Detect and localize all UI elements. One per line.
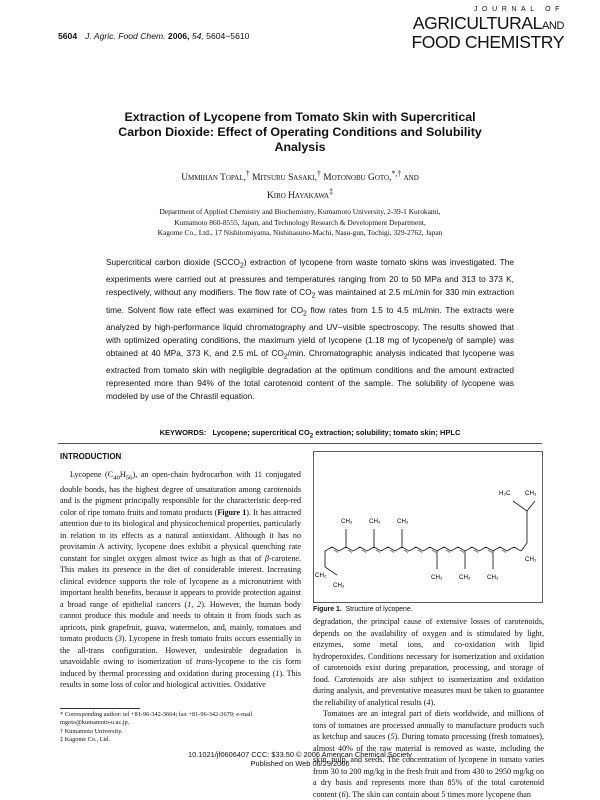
methyl-label: H₃C [499, 490, 511, 497]
right-paragraph-1 [313, 616, 544, 708]
journal-logo-line2 [384, 15, 564, 33]
intro-paragraph [60, 469, 301, 691]
subscript: 2 [240, 262, 244, 270]
methylene-label: CH₂ [525, 556, 537, 563]
methyl-label: CH₃ [487, 574, 499, 581]
journal-logo-line3: FOOD CHEMISTRY [411, 31, 564, 52]
figure-frame [314, 452, 543, 603]
author-name: Ummihan Topal, [181, 173, 246, 184]
subscript: 2 [303, 310, 307, 318]
journal-abbrev: J. Agric. Food Chem. [85, 31, 166, 41]
lycopene-structure-figure [313, 451, 543, 603]
abstract [106, 256, 514, 403]
methyl-label: CH₃ [397, 518, 409, 525]
title-line: Analysis [274, 140, 326, 154]
methyl-label: CH₃ [459, 574, 471, 581]
body-text: Tomatoes are an integral part of diets worldwide, and millions of tons of tomatoes are processed annually to manufacture products such as ketchup and sauces ( [313, 709, 544, 741]
publication-date: Published on Web 06/29/2006 [250, 759, 350, 768]
citation-link[interactable]: 3 [117, 634, 122, 644]
intro-text: -lycopene to the cis form induced by thermal processing and oxidation during processing ( [60, 657, 301, 678]
citation-link[interactable]: 6 [341, 789, 346, 799]
footnote-divider [60, 708, 140, 709]
title-line: Carbon Dioxide: Effect of Operating Conditions and Solubility [118, 125, 482, 139]
beta-symbol: β [264, 553, 269, 563]
intro-text: ). This results in some loss of color and biological activities. Oxidative [60, 668, 301, 690]
keywords [110, 428, 510, 440]
abstract-text: was maintained at 2.5 mL/min for 330 min extraction time. Solvent flow rate effect was examined for CO [106, 287, 514, 315]
affiliation-line: Kagome Co., Ltd., 17 Nishitomiyama, Nishinasuno-Machi, Nasu-gun, Tochigi, 329-2762, Japan [157, 228, 443, 238]
footnote-affil-1: † Kumamoto University. [60, 727, 123, 735]
doi-line: 10.1021/jf0606407 CCC: $33.50 © 2006 American Chemical Society [187, 750, 412, 759]
figure-ref-link[interactable]: Figure 1 [217, 507, 247, 517]
author-mark: † [317, 169, 321, 178]
citation-link[interactable]: 1 [275, 668, 280, 678]
journal-logo-and: AND [541, 20, 564, 32]
body-text: ). [430, 697, 436, 707]
body-text: degradation, the principal cause of extensive losses of carotenoids, depends on the availability of oxygen and is stimulated by light, enzymes, some metal ions, and co-oxidation with lipid hydroperoxides. Conditions necessary for isomerization and oxidation of carotenoids exist during preparation, processing, and storage of food. Carotenoids are also subject to isomerization and oxidation during analysis, and preventative measures must be taken to guarantee the reliability of analytical results ( [313, 617, 544, 707]
authors-line2 [100, 185, 500, 203]
methyl-label: CH₃ [431, 574, 443, 581]
intro-text: ). However, the human body cannot produce this module and needs to obtain it from foods such as apricots, pink grapefruit, guava, watermelon, and, mainly, tomatoes and tomato products ( [60, 599, 301, 644]
intro-text: H [119, 469, 126, 479]
journal-year: 2006, [167, 31, 190, 41]
affiliation [120, 207, 480, 239]
author-name: Motonobu Goto, [323, 173, 392, 184]
author-mark: ‡ [329, 187, 334, 197]
citation-link[interactable]: 5 [390, 732, 395, 741]
intro-text: ). Lycopene in fresh tomato fruits occurs essentially in the all-trans configuration. However, undesirable degradation is unavoidable owing to isomerization of [60, 634, 301, 667]
body-text: ). The skin can contain about 5 times more lycopene than [345, 789, 531, 799]
intro-heading: INTRODUCTION [60, 452, 122, 461]
running-header [58, 31, 249, 41]
subscript: 40 [113, 474, 120, 482]
subscript: 2 [309, 432, 314, 440]
figure-caption-text: Structure of lycopene. [345, 606, 413, 613]
italic-term: trans [196, 657, 213, 667]
subscript: 56 [125, 474, 133, 482]
keywords-label: KEYWORDS: [159, 428, 207, 437]
subscript: 2 [283, 353, 288, 361]
author-and: and [403, 173, 419, 184]
subscript: 2 [311, 292, 316, 300]
abstract-text: /min. Chromatographic analysis indicated that lycopene was extracted from tomato skin with negligible degradation at the optimum conditions and the amount extracted represented more than 94% of the total carotenoid content of the sample. The solubility of lycopene was modeled by use of the Chrastil equation. [106, 347, 514, 401]
journal-logo-line1: JOURNAL OF [473, 6, 564, 13]
body-text: ). During tomato processing (fresh tomatoes), almost 40% of the raw material is removed as waste, including the skin, pulp, and seeds. The concentration of lycopene in tomato varies from 30 to 200 mg/kg in the fresh fruit and from 430 to 2950 mg/kg on a dry basis and represents more than 85% of the total carotenoid content ( [313, 732, 544, 799]
intro-column [60, 451, 301, 691]
journal-pages: 5604−5610 [206, 31, 250, 41]
paper-title [100, 110, 500, 155]
doi-footer [100, 750, 500, 768]
methyl-label: CH₃ [525, 490, 537, 497]
footnotes [60, 711, 304, 745]
citation-link[interactable]: 4 [426, 697, 431, 707]
intro-text: -carotene. This makes its presence in the diet of considerable interest. Increasing clinical evidence supports the role of lycopene as a micronutrient with important health benefits, because it appears to provide protection against a broad range of epithelial cancers ( [60, 553, 301, 609]
authors [100, 167, 500, 203]
authors-line1 [100, 167, 500, 185]
author-name: Kiro Hayakawa [266, 191, 330, 202]
intro-text: ), an open-chain hydrocarbon with 11 conjugated double bonds, has the highest degree of unsaturation among carotenoids and is the pigment principally responsible for the characteristic deep-red color of ripe tomato fruits and tomato products ( [60, 469, 301, 517]
keywords-text [212, 428, 461, 440]
citation-link[interactable]: 1, 2 [187, 599, 202, 609]
intro-text: ). It has attracted attention due to its biological and physicochemical properties, particularly in relation to its effects as a natural antioxidant. Although it has no provitamin A activity, lycopene does exhibit a physical quenching rate constant for singlet oxygen almost twice as high as that of [60, 507, 301, 563]
affiliation-line: Kumamoto 860-8555, Japan, and Technology Research & Development Department, [174, 217, 426, 227]
affiliation-line: Department of Applied Chemistry and Biochemistry, Kumamoto University, 2-39-1 Kurokami, [159, 207, 441, 216]
keyword-part: extraction; solubility; tomato skin; HPLC [313, 428, 461, 437]
title-line: Extraction of Lycopene from Tomato Skin with Supercritical [124, 110, 476, 124]
methylene-label: CH₂ [315, 572, 327, 579]
methyl-label: CH₃ [333, 582, 345, 589]
right-column [313, 616, 544, 800]
author-mark: *,† [391, 169, 402, 178]
methyl-label: CH₃ [369, 518, 381, 525]
abstract-text: flow rates from 1.5 to 4.5 mL/min. The extracts were analyzed by high-performance liquid chromatography and UV−visible spectroscopy. The results showed that with optimized operating conditions, the maximum yield of lycopene (1.18 mg of lycopene/g of sample) was obtained at 40 MPa, 373 K, and 2.5 mL of CO [106, 304, 514, 358]
figure-caption-label: Figure 1. [313, 606, 342, 613]
journal-logo [384, 6, 564, 51]
author-mark: † [245, 169, 250, 178]
journal-volume: 54, [191, 31, 204, 41]
figure-caption [313, 606, 413, 613]
page-number: 5604 [58, 31, 78, 41]
author-name: Mitsuru Sasaki, [252, 173, 318, 184]
section-divider [58, 443, 542, 444]
keyword-part: Lycopene; supercritical CO [212, 428, 310, 437]
journal-logo-agricultural: AGRICULTURAL [412, 13, 542, 33]
abstract-text: ) extraction of lycopene from waste tomato skins was investigated. The experiments were carried out at pressures and temperatures ranging from 20 to 50 MPa and 313 to 373 K, respectively, without any modifiers. The flow rate of CO [106, 257, 514, 298]
methyl-label: CH₃ [341, 518, 353, 525]
intro-text: Lycopene (C [70, 469, 114, 479]
footnote-corresponding: * Corresponding author: tel +81-96-342-3664; fax +81-96-342-3679; e-mail mgoto@kumamoto-u.ac.jp. [60, 711, 253, 727]
footnote-affil-2: ‡ Kagome Co., Ltd. [60, 736, 111, 744]
abstract-text: Supercritical carbon dioxide (SCCO [106, 257, 241, 267]
